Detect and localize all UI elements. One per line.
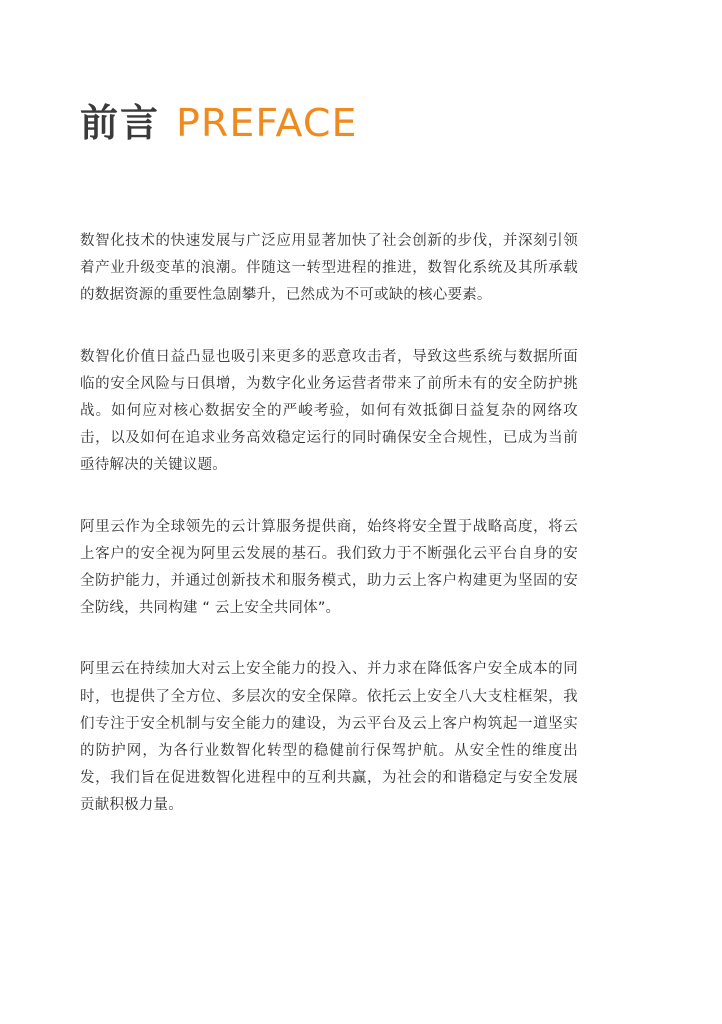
paragraph-2: 数智化价值日益凸显也吸引来更多的恶意攻击者，导致这些系统与数据所面临的安全风险与日俱增，为数字化业务运营者带来了前所未有的安全防护挑战。如何应对核心数据安全的严峻考验，如何有效抵御日益复杂的网络攻击，以及如何在追求业务高效稳定运行的同时确保安全合规性，已成为当前亟待解决的关键议题。	[80, 348, 578, 474]
title-english: PREFACE	[176, 101, 358, 145]
paragraph-4: 阿里云在持续加大对云上安全能力的投入、并力求在降低客户安全成本的同时，也提供了全方位、多层次的安全保障。依托云上安全八大支柱框架，我们专注于安全机制与安全能力的建设，为云平台及云上客户构筑起一道坚实的防护网，为各行业数智化转型的稳健前行保驾护航。从安全性的维度出发，我们旨在促进数智化进程中的互利共赢，为社会的和谐稳定与安全发展贡献积极力量。	[80, 661, 578, 814]
page-title	[80, 92, 358, 148]
title-chinese: 前言	[80, 101, 161, 145]
preface-body	[80, 228, 578, 854]
paragraph-3: 阿里云作为全球领先的云计算服务提供商，始终将安全置于战略高度，将云上客户的安全视为阿里云发展的基石。我们致力于不断强化云平台自身的安全防护能力，并通过创新技术和服务模式，助力云上客户构建更为坚固的安全防线，共同构建 “ 云上安全共同体”。	[80, 518, 578, 617]
paragraph-1: 数智化技术的快速发展与广泛应用显著加快了社会创新的步伐，并深刻引领着产业升级变革的浪潮。伴随这一转型进程的推进，数智化系统及其所承载的数据资源的重要性急剧攀升，已然成为不可或缺的核心要素。	[80, 233, 578, 304]
